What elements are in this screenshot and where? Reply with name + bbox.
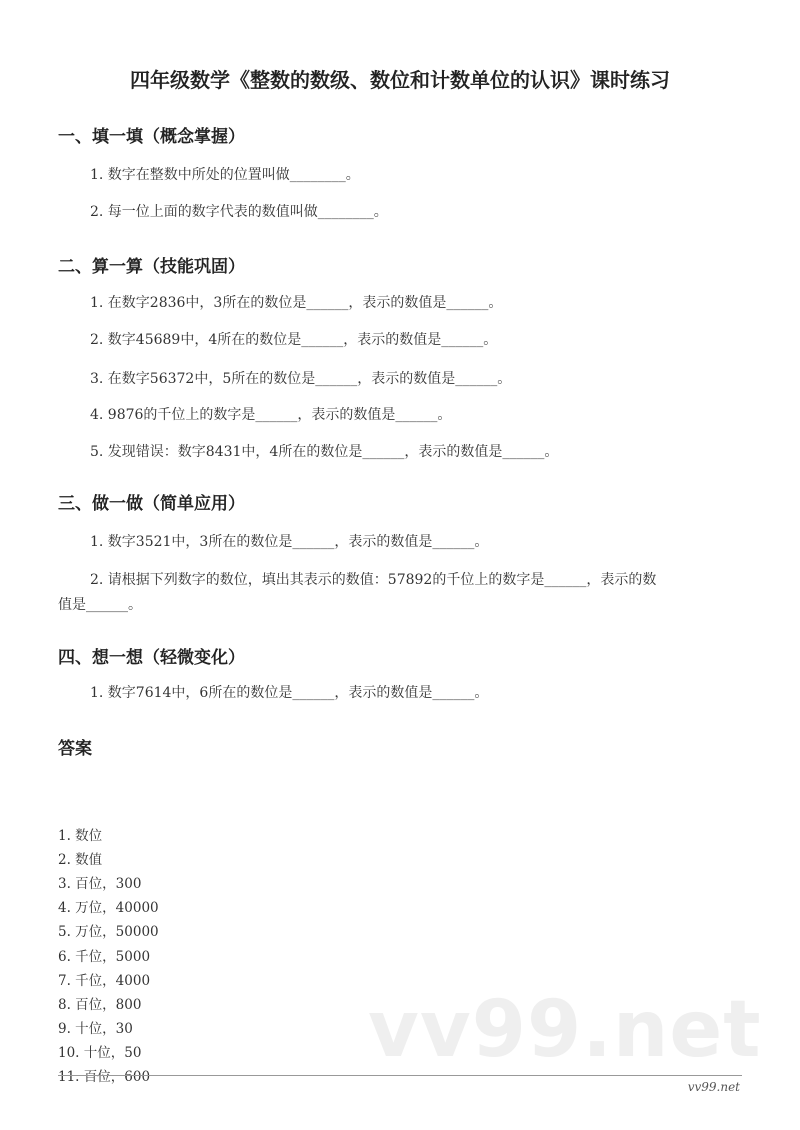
question-item: 1. 数字3521中，3所在的数位是______，表示的数值是______。 bbox=[90, 534, 489, 550]
section-heading: 四、想一想（轻微变化） bbox=[58, 648, 245, 668]
page-title: 四年级数学《整数的数级、数位和计数单位的认识》课时练习 bbox=[130, 68, 670, 92]
question-item: 2. 请根据下列数字的数位，填出其表示的数值：57892的千位上的数字是______，表示的数 bbox=[90, 572, 657, 588]
answer-item: 9. 十位，30 bbox=[58, 1021, 133, 1037]
answer-item: 7. 千位，4000 bbox=[58, 973, 151, 989]
answer-item: 3. 百位，300 bbox=[58, 876, 142, 892]
answer-item: 2. 数值 bbox=[58, 852, 103, 868]
question-item: 2. 每一位上面的数字代表的数值叫做________。 bbox=[90, 204, 388, 220]
answer-item: 11. 百位，600 bbox=[58, 1069, 151, 1085]
answer-item: 10. 十位，50 bbox=[58, 1045, 142, 1061]
watermark: vv99.net bbox=[368, 985, 762, 1075]
question-item: 3. 在数字56372中，5所在的数位是______，表示的数值是______。 bbox=[90, 371, 512, 387]
footer-site: vv99.net bbox=[687, 1080, 740, 1094]
question-item: 1. 数字在整数中所处的位置叫做________。 bbox=[90, 167, 360, 183]
question-item: 1. 数字7614中，6所在的数位是______，表示的数值是______。 bbox=[90, 685, 489, 701]
answer-item: 8. 百位，800 bbox=[58, 997, 142, 1013]
question-item-continuation: 值是______。 bbox=[58, 597, 142, 613]
answer-item: 1. 数位 bbox=[58, 828, 103, 844]
answer-item: 4. 万位，40000 bbox=[58, 900, 159, 916]
question-item: 5. 发现错误：数字8431中，4所在的数位是______，表示的数值是______。 bbox=[90, 444, 559, 460]
question-item: 4. 9876的千位上的数字是______，表示的数值是______。 bbox=[90, 407, 452, 423]
answer-item: 5. 万位，50000 bbox=[58, 924, 159, 940]
question-item: 2. 数字45689中，4所在的数位是______，表示的数值是______。 bbox=[90, 332, 498, 348]
answer-item: 6. 千位，5000 bbox=[58, 949, 151, 965]
section-heading: 三、做一做（简单应用） bbox=[58, 494, 245, 514]
question-item: 1. 在数字2836中，3所在的数位是______，表示的数值是______。 bbox=[90, 295, 503, 311]
section-heading: 一、填一填（概念掌握） bbox=[58, 127, 245, 147]
footer-divider bbox=[58, 1075, 742, 1076]
section-heading: 二、算一算（技能巩固） bbox=[58, 257, 245, 277]
answers-heading: 答案 bbox=[58, 739, 92, 759]
